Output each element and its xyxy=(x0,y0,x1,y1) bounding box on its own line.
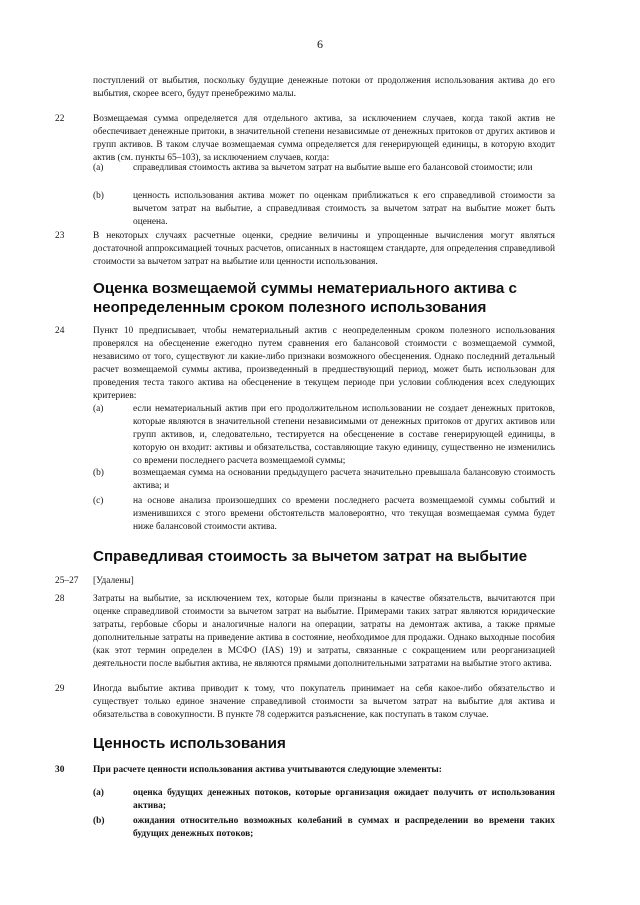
paragraph-30-text: При расчете ценности использования актива учитываются следующие элементы: xyxy=(93,765,442,775)
paragraph-number-25-27: 25–27 xyxy=(55,576,79,586)
p22-item-a-label: (а) xyxy=(93,163,104,173)
section-heading-intangible-asset: Оценка возмещаемой суммы нематериального актива с неопределенным сроком полезного использования xyxy=(93,280,517,316)
p24-item-c-label: (с) xyxy=(93,496,104,506)
section-heading-value-in-use: Ценность использования xyxy=(93,735,286,752)
paragraph-number-30: 30 xyxy=(55,765,65,775)
p30-item-a-text: оценка будущих денежных потоков, которые организация ожидает получить от использования актива; xyxy=(133,788,555,811)
p24-item-b-label: (b) xyxy=(93,468,104,478)
p30-item-b-label: (b) xyxy=(93,816,105,826)
paragraph-number-29: 29 xyxy=(55,684,65,694)
paragraph-24-text: Пункт 10 предписывает, чтобы нематериальный актив с неопределенным сроком полезного использования проверялся на обесценение ежегодно путем сравнения его балансовой стоимости с возмещаемой суммой, независимо от того, существуют ли какие-либо признаки возможного обесценения. Однако последний детальный расчет возмещаемой суммы актива, произведенный в предшествующий период, может быть использован для проведения теста такого актива на обесценение в текущем периоде при условии соблюдения всех следующих критериев: xyxy=(93,326,555,401)
intro-paragraph: поступлений от выбытия, поскольку будущие денежные потоки от продолжения использования актива до его выбытия, скорее всего, будут пренебрежимо малы. xyxy=(93,76,555,99)
p30-item-b-text: ожидания относительно возможных колебаний в суммах и распределении во времени таких будущих денежных потоков; xyxy=(133,816,555,839)
p24-item-a-label: (а) xyxy=(93,404,104,414)
page-number: 6 xyxy=(317,37,323,51)
p24-item-c-text: на основе анализа произошедших со времени последнего расчета возмещаемой суммы событий и изменившихся с этого времени обстоятельств маловероятно, что текущая возмещаемая сумма будет ниже балансовой стоимости актива. xyxy=(133,496,555,532)
p22-item-b-text: ценность использования актива может по оценкам приближаться к его справедливой стоимости за вычетом затрат на выбытие, а справедливая стоимость за вычетом затрат на выбытие может быть оценена. xyxy=(133,191,555,227)
p22-item-a-text: справедливая стоимость актива за вычетом затрат на выбытие выше его балансовой стоимости; или xyxy=(133,163,533,173)
p30-item-a-label: (а) xyxy=(93,788,104,798)
paragraph-number-23: 23 xyxy=(55,231,65,241)
p24-item-a-text: если нематериальный актив при его продолжительном использовании не создает денежных притоков, которые являются в значительной степени независимыми от денежных притоков от других активов или групп активов, и, следовательно, тестируется на обесценение в составе генерирующей единицы, в которую он входит: активы и обязательства, составляющие такую единицу, существенно не изменились со времени последнего расчета возмещаемой суммы; xyxy=(133,404,555,466)
paragraph-22-text: Возмещаемая сумма определяется для отдельного актива, за исключением случаев, когда такой актив не обеспечивает денежные притоки, в значительной степени независимые от денежных притоков от других активов и групп активов. В таком случае возмещаемая сумма определяется для генерирующей единицы, в которую входит актив (см. пункты 65–103), за исключением случаев, когда: xyxy=(93,114,555,163)
paragraph-23-text: В некоторых случаях расчетные оценки, средние величины и упрощенные вычисления могут являться достаточной аппроксимацией точных расчетов, описанных в настоящем стандарте, для определения справедливой стоимости за вычетом затрат на выбытие или ценности использования. xyxy=(93,231,555,267)
paragraph-28-text: Затраты на выбытие, за исключением тех, которые были признаны в качестве обязательств, вычитаются при оценке справедливой стоимости за вычетом затрат на выбытие. Примерами таких затрат являются юридические затраты, гербовые сборы и аналогичные налоги на операции, затраты на демонтаж актива, а также прямые дополнительные затраты на приведение актива в состояние, необходимое для продажи. Однако выходные пособия (как этот термин определен в МСФО (IAS) 19) и затраты, связанные с сокращением или реорганизацией деятельности после выбытия актива, не являются прямыми дополнительными затратами на выбытие этого актива. xyxy=(93,594,555,669)
paragraph-number-22: 22 xyxy=(55,114,65,124)
section-heading-fair-value: Справедливая стоимость за вычетом затрат на выбытие xyxy=(93,548,528,565)
paragraph-25-27-text: [Удалены] xyxy=(93,576,134,586)
p22-item-b-label: (b) xyxy=(93,191,104,201)
paragraph-number-24: 24 xyxy=(55,326,65,336)
paragraph-29-text: Иногда выбытие актива приводит к тому, что покупатель принимает на себя какое-либо обязательство и существует только единое значение справедливой стоимости за вычетом затрат на выбытие для актива и обязательства в совокупности. В пункте 78 содержится разъяснение, как поступать в таком случае. xyxy=(93,684,555,720)
p24-item-b-text: возмещаемая сумма на основании предыдущего расчета значительно превышала балансовую стоимость актива; и xyxy=(133,468,555,491)
paragraph-number-28: 28 xyxy=(55,594,65,604)
